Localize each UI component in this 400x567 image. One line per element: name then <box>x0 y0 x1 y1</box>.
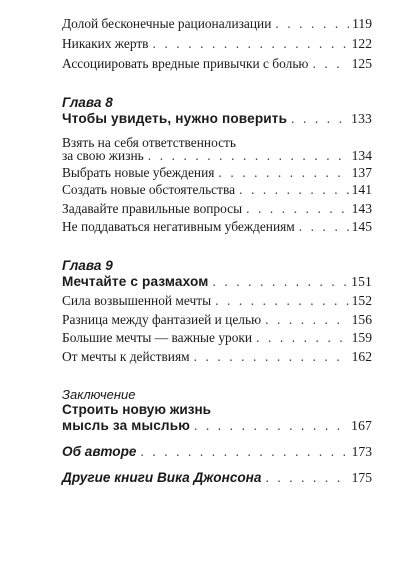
conclusion-page: 167 <box>351 418 372 433</box>
other-books-entry[interactable] <box>62 470 372 490</box>
toc-entry[interactable] <box>62 36 372 56</box>
toc-entry[interactable] <box>62 201 372 221</box>
other-books-page: 175 <box>351 470 372 485</box>
dot-leader <box>212 274 348 290</box>
toc-entry-page: 145 <box>351 219 372 234</box>
about-author-title: Об авторе <box>62 444 137 459</box>
dot-leader <box>194 418 348 434</box>
toc-entry[interactable] <box>62 182 372 202</box>
dot-leader <box>140 444 348 460</box>
chapter-heading[interactable] <box>62 274 372 294</box>
chapter-title: Чтобы увидеть, нужно поверить <box>62 111 288 126</box>
toc-entry-title: Никаких жертв <box>62 36 149 51</box>
toc-entry-page: 159 <box>351 330 372 345</box>
toc-entry-title: Выбрать новые убеждения <box>62 165 215 180</box>
chapter-page: 151 <box>351 274 372 289</box>
chapter-label: Глава 9 <box>62 258 113 273</box>
conclusion-heading[interactable] <box>62 418 372 438</box>
toc-entry-title: Создать новые обстоятельства <box>62 182 236 197</box>
toc-entry-page: 152 <box>351 293 372 308</box>
toc-entry-title: Задавайте правильные вопросы <box>62 201 243 216</box>
conclusion-title: мысль за мыслью <box>62 418 190 433</box>
dot-leader <box>265 470 348 486</box>
dot-leader <box>312 56 348 72</box>
toc-entry-title: Разница между фантазией и целью <box>62 312 262 327</box>
toc-entry-page: 119 <box>352 16 372 31</box>
other-books-title: Другие книги Вика Джонсона <box>62 470 262 485</box>
dot-leader <box>194 349 349 365</box>
toc-entry-page: 143 <box>351 201 372 216</box>
dot-leader <box>265 312 349 328</box>
dot-leader <box>218 165 348 181</box>
toc-entry-page: 134 <box>351 148 372 163</box>
toc-entry[interactable] <box>62 56 372 76</box>
chapter-title: Мечтайте с размахом <box>62 274 209 289</box>
dot-leader <box>291 111 348 127</box>
toc-entry[interactable] <box>62 293 372 313</box>
about-author-entry[interactable] <box>62 444 372 464</box>
toc-entry[interactable] <box>62 349 372 369</box>
chapter-label: Глава 8 <box>62 95 113 110</box>
toc-entry-title-line: Взять на себя ответственность <box>62 135 236 150</box>
toc-entry[interactable] <box>62 312 372 332</box>
toc-entry-title: Не поддаваться негативным убеждениям <box>62 219 295 234</box>
toc-entry-page: 156 <box>351 312 372 327</box>
toc-entry-title: Сила возвышенной мечты <box>62 293 212 308</box>
dot-leader <box>153 36 349 52</box>
dot-leader <box>275 16 349 32</box>
about-author-page: 173 <box>351 444 372 459</box>
chapter-heading[interactable] <box>62 111 372 131</box>
toc-entry[interactable] <box>62 330 372 350</box>
dot-leader <box>299 219 349 235</box>
toc-entry-title: Большие мечты — важные уроки <box>62 330 253 345</box>
dot-leader <box>148 148 349 164</box>
dot-leader <box>256 330 349 346</box>
dot-leader <box>239 182 349 198</box>
toc-entry-page: 125 <box>351 56 372 71</box>
toc-entry-page: 141 <box>351 182 372 197</box>
toc-entry-title: Долой бесконечные рационализации <box>62 16 272 31</box>
conclusion-label: Заключение <box>62 387 136 402</box>
toc-entry[interactable] <box>62 16 372 36</box>
toc-entry-title: за свою жизнь <box>62 148 144 163</box>
toc-entry[interactable] <box>62 219 372 239</box>
toc-entry-page: 122 <box>351 36 372 51</box>
toc-entry-title: Ассоциировать вредные привычки с болью <box>62 56 309 71</box>
chapter-page: 133 <box>351 111 372 126</box>
toc-entry-page: 162 <box>351 349 372 364</box>
toc-entry-title: От мечты к действиям <box>62 349 190 364</box>
toc-entry-page: 137 <box>351 165 372 180</box>
conclusion-title-line: Строить новую жизнь <box>62 402 212 417</box>
dot-leader <box>215 293 349 309</box>
dot-leader <box>246 201 349 217</box>
